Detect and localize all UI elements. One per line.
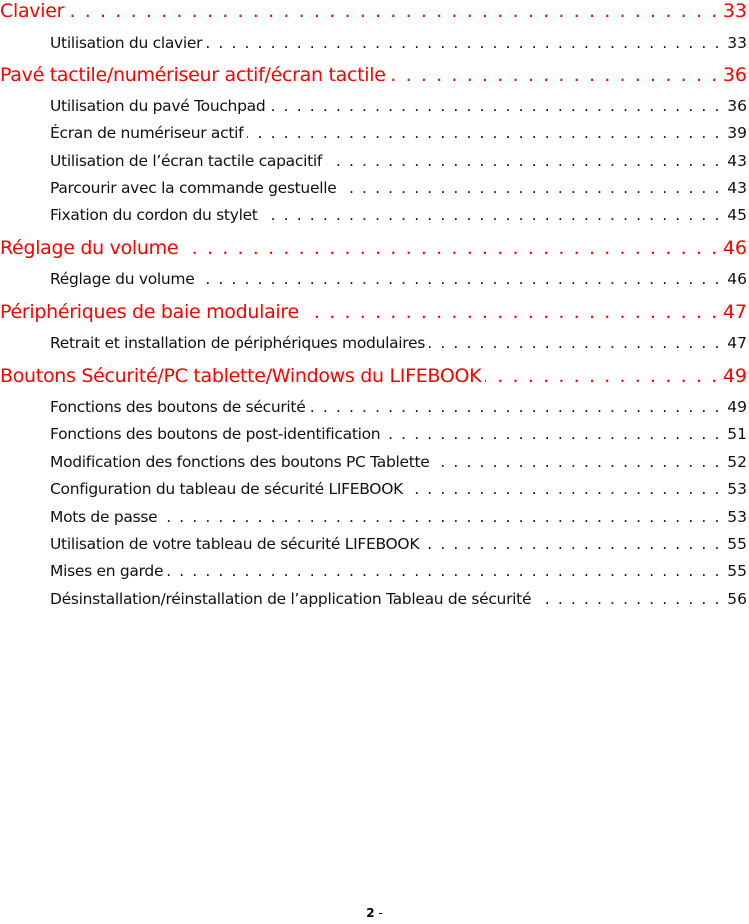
toc-heading-entry[interactable] bbox=[0, 64, 747, 94]
toc-heading-entry[interactable] bbox=[0, 365, 747, 395]
toc-subentry[interactable] bbox=[0, 508, 747, 534]
toc-entry-label: Parcourir avec la commande gestuelle bbox=[50, 179, 337, 197]
toc-subentry[interactable] bbox=[0, 535, 747, 561]
toc-entry-page-number: 33 bbox=[722, 0, 747, 22]
dot-leader bbox=[429, 334, 721, 352]
page-footer bbox=[0, 906, 749, 920]
toc-subentry[interactable] bbox=[0, 334, 747, 360]
toc-entry-page-number: 36 bbox=[727, 97, 747, 115]
toc-entry-page-number: 33 bbox=[727, 34, 747, 52]
toc-entry-label: Modification des fonctions des boutons PC Tablette bbox=[50, 453, 430, 471]
toc-subentry[interactable] bbox=[0, 206, 747, 232]
toc-heading-entry[interactable] bbox=[0, 237, 747, 267]
dot-leader bbox=[309, 398, 721, 416]
toc-entry-page-number: 53 bbox=[727, 508, 747, 526]
toc-entry-label: Retrait et installation de périphériques modulaires bbox=[50, 334, 426, 352]
dot-leader bbox=[434, 453, 721, 471]
toc-entry-page-number: 43 bbox=[727, 152, 747, 170]
page-number-separator: - bbox=[374, 906, 383, 920]
toc-entry-page-number: 39 bbox=[727, 124, 747, 142]
dot-leader bbox=[269, 97, 721, 115]
toc-entry-page-number: 55 bbox=[727, 535, 747, 553]
toc-entry-label: Utilisation du pavé Touchpad bbox=[50, 97, 266, 115]
dot-leader bbox=[262, 206, 721, 224]
toc-entry-page-number: 49 bbox=[722, 365, 747, 387]
toc-subentry[interactable] bbox=[0, 270, 747, 296]
dot-leader bbox=[161, 508, 721, 526]
toc-heading-entry[interactable] bbox=[0, 301, 747, 331]
dot-leader bbox=[167, 562, 721, 580]
toc-entry-label: Fonctions des boutons de sécurité bbox=[50, 398, 306, 416]
toc-entry-page-number: 47 bbox=[727, 334, 747, 352]
dot-leader bbox=[407, 480, 721, 498]
page-number: 2 bbox=[366, 906, 375, 920]
dot-leader bbox=[326, 152, 721, 170]
toc-entry-page-number: 45 bbox=[727, 206, 747, 224]
toc-subentry[interactable] bbox=[0, 562, 747, 588]
toc-entry-page-number: 43 bbox=[727, 179, 747, 197]
toc-subentry[interactable] bbox=[0, 179, 747, 205]
toc-entry-page-number: 56 bbox=[727, 590, 747, 608]
dot-leader bbox=[423, 535, 721, 553]
toc-entry-label: Clavier bbox=[0, 0, 65, 22]
dot-leader bbox=[182, 237, 719, 259]
dot-leader bbox=[340, 179, 721, 197]
toc-entry-page-number: 53 bbox=[727, 480, 747, 498]
toc-subentry[interactable] bbox=[0, 97, 747, 123]
dot-leader bbox=[247, 124, 721, 142]
toc-subentry[interactable] bbox=[0, 425, 747, 451]
toc-entry-label: Boutons Sécurité/PC tablette/Windows du LIFEBOOK bbox=[0, 365, 482, 387]
toc-subentry[interactable] bbox=[0, 453, 747, 479]
toc-entry-label: Mises en garde bbox=[50, 562, 164, 580]
dot-leader bbox=[303, 301, 719, 323]
toc-entry-page-number: 46 bbox=[722, 237, 747, 259]
toc-subentry[interactable] bbox=[0, 398, 747, 424]
toc-entry-page-number: 47 bbox=[722, 301, 747, 323]
toc-entry-page-number: 36 bbox=[722, 64, 747, 86]
toc-entry-label: Périphériques de baie modulaire bbox=[0, 301, 299, 323]
dot-leader bbox=[535, 590, 721, 608]
toc-entry-label: Pavé tactile/numériseur actif/écran tactile bbox=[0, 64, 386, 86]
toc-entry-page-number: 49 bbox=[727, 398, 747, 416]
dot-leader bbox=[390, 64, 719, 86]
dot-leader bbox=[485, 365, 719, 387]
toc-subentry[interactable] bbox=[0, 480, 747, 506]
toc-entry-label: Configuration du tableau de sécurité LIFEBOOK bbox=[50, 480, 403, 498]
toc-subentry[interactable] bbox=[0, 590, 747, 616]
dot-leader bbox=[68, 0, 719, 22]
toc-subentry[interactable] bbox=[0, 124, 747, 150]
toc-entry-label: Fixation du cordon du stylet bbox=[50, 206, 258, 224]
toc-entry-label: Utilisation du clavier bbox=[50, 34, 203, 52]
toc-entry-label: Désinstallation/réinstallation de l’application Tableau de sécurité bbox=[50, 590, 532, 608]
toc-entry-label: Fonctions des boutons de post-identification bbox=[50, 425, 381, 443]
toc-entry-label: Mots de passe bbox=[50, 508, 158, 526]
toc-heading-entry[interactable] bbox=[0, 0, 747, 30]
toc-entry-label: Réglage du volume bbox=[50, 270, 195, 288]
toc-entry-page-number: 46 bbox=[727, 270, 747, 288]
toc-entry-label: Réglage du volume bbox=[0, 237, 179, 259]
dot-leader bbox=[198, 270, 721, 288]
toc-entry-page-number: 51 bbox=[727, 425, 747, 443]
toc-entry-page-number: 55 bbox=[727, 562, 747, 580]
toc-entry-page-number: 52 bbox=[727, 453, 747, 471]
toc-entry-label: Utilisation de votre tableau de sécurité LIFEBOOK bbox=[50, 535, 420, 553]
toc-subentry[interactable] bbox=[0, 152, 747, 178]
toc-entry-label: Écran de numériseur actif bbox=[50, 124, 244, 142]
toc-subentry[interactable] bbox=[0, 34, 747, 60]
dot-leader bbox=[384, 425, 721, 443]
dot-leader bbox=[206, 34, 721, 52]
toc-entry-label: Utilisation de l’écran tactile capacitif bbox=[50, 152, 323, 170]
